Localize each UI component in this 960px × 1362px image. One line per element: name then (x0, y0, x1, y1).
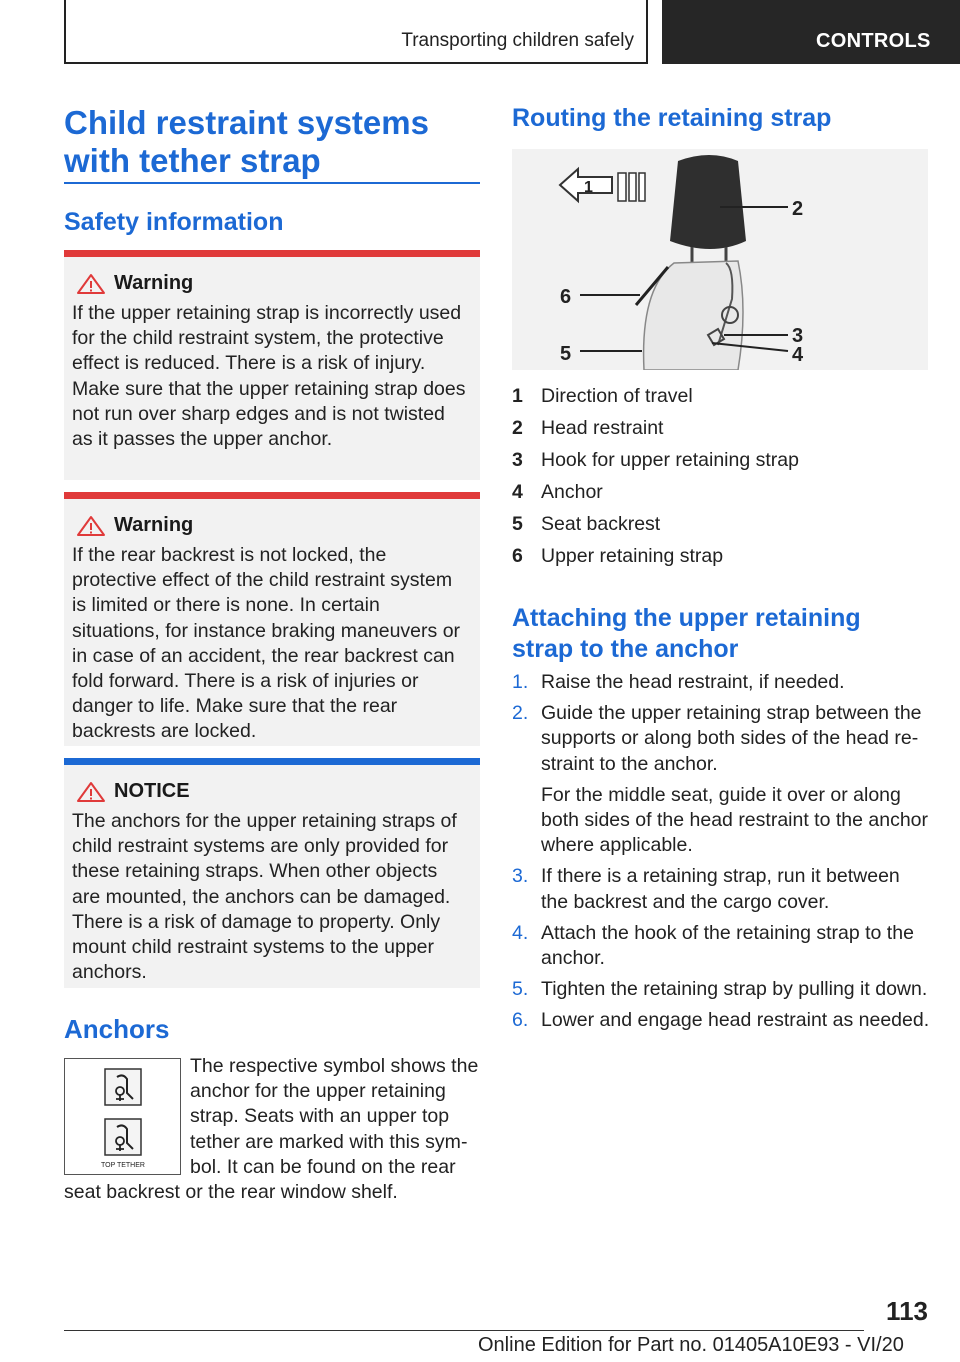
top-tether-icon (65, 1059, 180, 1174)
step-text: Raise the head restraint, if needed. (541, 671, 845, 693)
page-title: Child restraint systems with tether strap (64, 104, 429, 179)
callout-1: 1 (584, 179, 593, 196)
legend-label: Hook for upper retaining strap (541, 448, 799, 471)
page-number: 113 (886, 1296, 928, 1326)
top-tether-caption: TOP TETHER (101, 1162, 145, 1169)
legend-label: Anchor (541, 480, 603, 503)
notice-label: NOTICE (114, 780, 190, 802)
warning-box-2 (64, 492, 480, 746)
diagram-legend (512, 380, 932, 572)
list-item (512, 977, 932, 1002)
anchors-description: The respective symbol shows the anchor for the upper retaining strap. Seats with an upper top tether are marked with this symbol. It can be found on the rear seat backrest or the rear window shelf. (64, 1055, 479, 1204)
legend-item (512, 540, 932, 572)
callout-5: 5 (560, 343, 572, 365)
routing-diagram (512, 149, 928, 370)
routing-heading: Routing the retaining strap (512, 104, 832, 132)
edition-text: Online Edition for Part no. 01405A10E93 - VI/20 (478, 1334, 904, 1356)
step-text: Guide the upper retaining strap between the supports or along both sides of the head restraint to the anchor. (541, 702, 922, 775)
warning-label: Warning (114, 514, 194, 536)
step-number: 5. (512, 978, 529, 1001)
step-text: Tighten the retaining strap by pulling it down. (541, 978, 928, 1001)
attaching-heading: Attaching the upper retaining strap to the anchor (512, 604, 861, 663)
head-restraint-shape (670, 155, 746, 249)
warning-text: If the upper retaining strap is incorrectly used for the child restraint system, the protective effect is reduced. There is a risk of injury. Make sure that the upper retaining strap does not run over sharp edges and is not twisted as it passes the upper anchor. (72, 302, 466, 451)
step-number: 6. (512, 1009, 529, 1032)
legend-number: 5 (512, 512, 523, 535)
warning-label: Warning (114, 272, 194, 294)
legend-number: 6 (512, 544, 523, 567)
header-section-box (64, 0, 648, 64)
notice-triangle-icon (76, 781, 106, 803)
list-item (512, 921, 932, 971)
callout-4: 4 (792, 344, 804, 366)
routing-diagram-illustration (512, 149, 928, 370)
top-tether-symbol-image (64, 1058, 181, 1175)
list-item (512, 670, 932, 695)
legend-item (512, 412, 932, 444)
warning-triangle-icon (76, 515, 106, 537)
step-subtext: For the middle seat, guide it over or along both sides of the head restraint to the anchor where applicable. (541, 783, 929, 857)
callout-3: 3 (792, 325, 804, 347)
callout-6: 6 (560, 286, 572, 308)
step-text: If there is a retaining strap, run it between the backrest and the cargo cover. (541, 865, 900, 913)
step-number: 3. (512, 865, 529, 888)
legend-number: 2 (512, 416, 523, 439)
anchors-heading: Anchors (64, 1014, 170, 1044)
legend-label: Seat backrest (541, 512, 661, 535)
legend-label: Direction of travel (541, 384, 693, 407)
warning-box-1 (64, 250, 480, 480)
direction-of-travel-arrow-icon (560, 169, 645, 201)
safety-heading: Safety information (64, 208, 284, 236)
title-divider (64, 182, 480, 184)
warning-triangle-icon (76, 273, 106, 295)
legend-label: Head restraint (541, 416, 664, 439)
legend-label: Upper retaining strap (541, 544, 724, 567)
footer-divider (64, 1330, 864, 1331)
step-number: 1. (512, 671, 529, 693)
attaching-steps-list (512, 670, 932, 1040)
step-text: Lower and engage head restraint as needed. (541, 1009, 930, 1032)
callout-2: 2 (792, 198, 804, 220)
list-item (512, 864, 932, 914)
header-chapter-title: CONTROLS (816, 30, 931, 52)
step-number: 4. (512, 921, 529, 944)
notice-box (64, 758, 480, 988)
legend-number: 4 (512, 480, 523, 503)
legend-item (512, 444, 932, 476)
legend-number: 3 (512, 448, 523, 471)
legend-number: 1 (512, 384, 523, 407)
header-section-title: Transporting children safely (401, 30, 634, 51)
legend-item (512, 380, 932, 412)
step-number: 2. (512, 702, 529, 725)
legend-item (512, 476, 932, 508)
step-text: Attach the hook of the retaining strap to the anchor. (541, 921, 914, 970)
notice-text: The anchors for the upper retaining straps of child restraint systems are only provided for these retaining straps. When other objects are mounted, the anchors can be damaged. There is a risk of damage to property. Only mount child restraint systems to the upper anchors. (72, 810, 457, 984)
list-item (512, 1008, 932, 1033)
warning-text: If the rear backrest is not locked, the protective effect of the child restraint system is limited or there is none. In certain situations, for instance braking maneuvers or in case of an accident, the rear backrest can fold forward. There is a risk of injuries or danger to life. Make sure that the rear backrests are locked. (72, 544, 461, 743)
list-item (512, 701, 932, 858)
legend-item (512, 508, 932, 540)
